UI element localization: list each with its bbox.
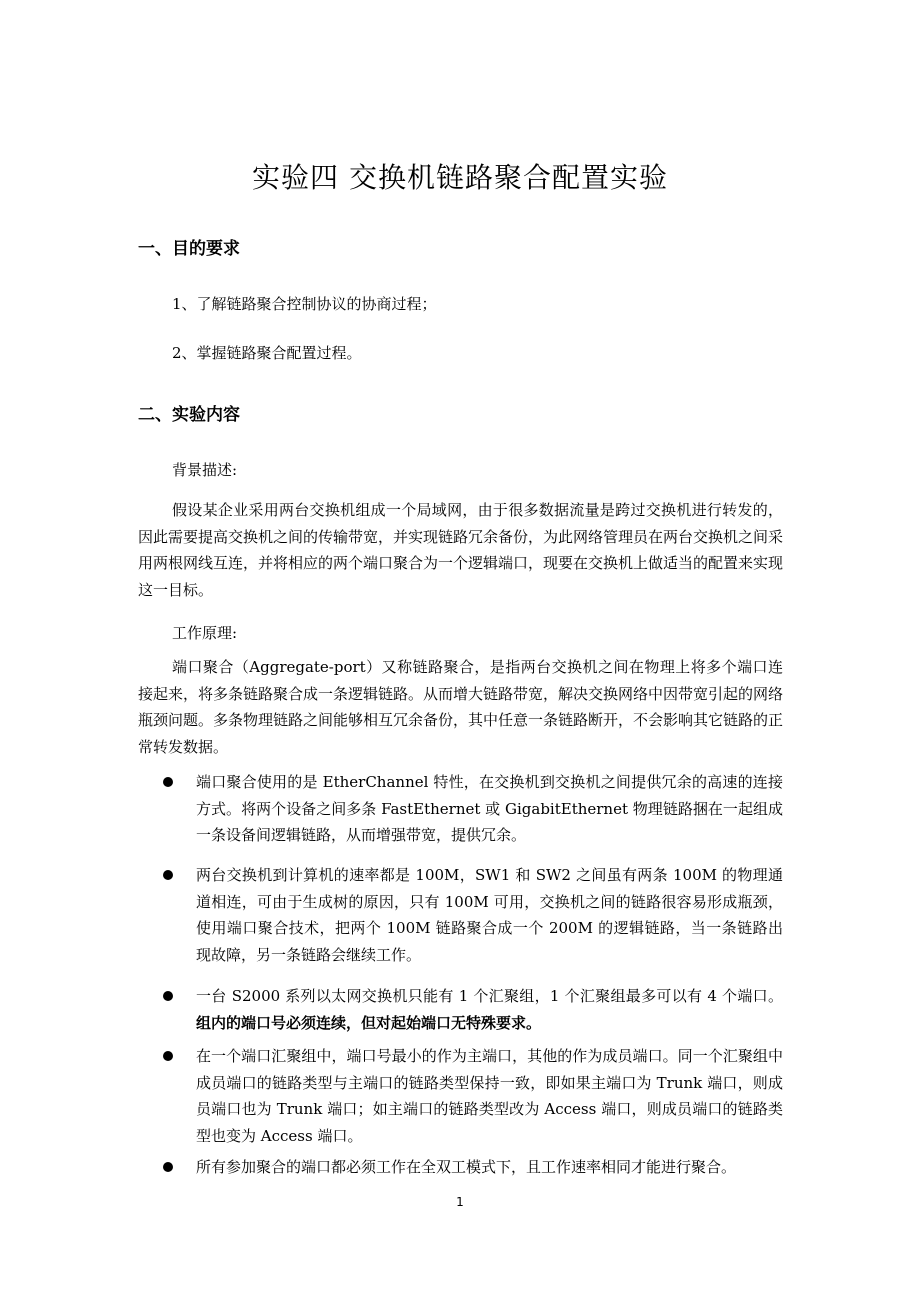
bullet-text: 端口聚合使用的是 EtherChannel 特性，在交换机到交换机之间提供冗余的高速的连接方式。将两个设备之间多条 FastEthernet 或 GigabitEthernet 物理链路捆在一起组成一条设备间逻辑链路，从而增强带宽，提供冗余。 xyxy=(196,773,783,844)
principle-paragraph: 端口聚合（Aggregate-port）又称链路聚合，是指两台交换机之间在物理上将多个端口连接起来，将多条链路聚合成一条逻辑链路。从而增大链路带宽，解决交换网络中因带宽引起的网络瓶颈问题。多条物理链路之间能够相互冗余备份，其中任意一条链路断开，不会影响其它链路的正常转发数据。 xyxy=(138,658,784,756)
bullet-text: 所有参加聚合的端口都必须工作在全双工模式下，且工作速率相同才能进行聚合。 xyxy=(196,1158,737,1176)
section-heading-content: 二、实验内容 xyxy=(138,405,240,425)
background-paragraph: 假设某企业采用两台交换机组成一个局域网，由于很多数据流量是跨过交换机进行转发的，因此需要提高交换机之间的传输带宽，并实现链路冗余备份，为此网络管理员在两台交换机之间采用两根网线互连，并将相应的两个端口聚合为一个逻辑端口，现要在交换机上做适当的配置来实现这一目标。 xyxy=(138,501,784,599)
bullet-text-bold: 组内的端口号必须连续，但对起始端口无特殊要求。 xyxy=(196,1013,542,1032)
bullet-list-item xyxy=(163,983,783,1036)
page-number: 1 xyxy=(456,1195,464,1209)
document-title: 实验四 交换机链路聚合配置实验 xyxy=(252,161,668,194)
bullet-text-normal: 一台 S2000 系列以太网交换机只能有 1 个汇聚组，1 个汇聚组最多可以有 4 个端口。 xyxy=(196,987,783,1005)
bullet-text xyxy=(196,983,783,1036)
bullet-icon xyxy=(163,991,173,1001)
bullet-text: 在一个端口汇聚组中，端口号最小的作为主端口，其他的作为成员端口。同一个汇聚组中成员端口的链路类型与主端口的链路类型保持一致，即如果主端口为 Trunk 端口，则成员端口也为 Trunk 端口；如主端口的链路类型改为 Access 端口，则成员端口的链路类型也变为 Access 端口。 xyxy=(196,1047,783,1145)
principle-label: 工作原理: xyxy=(172,624,238,642)
bullet-icon xyxy=(163,1162,173,1172)
objective-item-1: 1、了解链路聚合控制协议的协商过程； xyxy=(172,295,437,313)
bullet-list-item xyxy=(163,1043,783,1149)
bullet-list-item xyxy=(163,862,783,968)
bullet-icon xyxy=(163,777,173,787)
bullet-icon xyxy=(163,870,173,880)
section-heading-objectives: 一、目的要求 xyxy=(138,239,240,259)
bullet-list-item xyxy=(163,1154,783,1181)
bullet-icon xyxy=(163,1051,173,1061)
background-label: 背景描述: xyxy=(172,461,238,479)
bullet-text: 两台交换机到计算机的速率都是 100M，SW1 和 SW2 之间虽有两条 100M 的物理通道相连，可由于生成树的原因，只有 100M 可用，交换机之间的链路很容易形成瓶颈，使用端口聚合技术，把两个 100M 链路聚合成一个 200M 的逻辑链路，当一条链路出现故障，另一条链路会继续工作。 xyxy=(196,866,783,964)
objective-item-2: 2、掌握链路聚合配置过程。 xyxy=(172,344,362,362)
bullet-list-item xyxy=(163,769,783,849)
